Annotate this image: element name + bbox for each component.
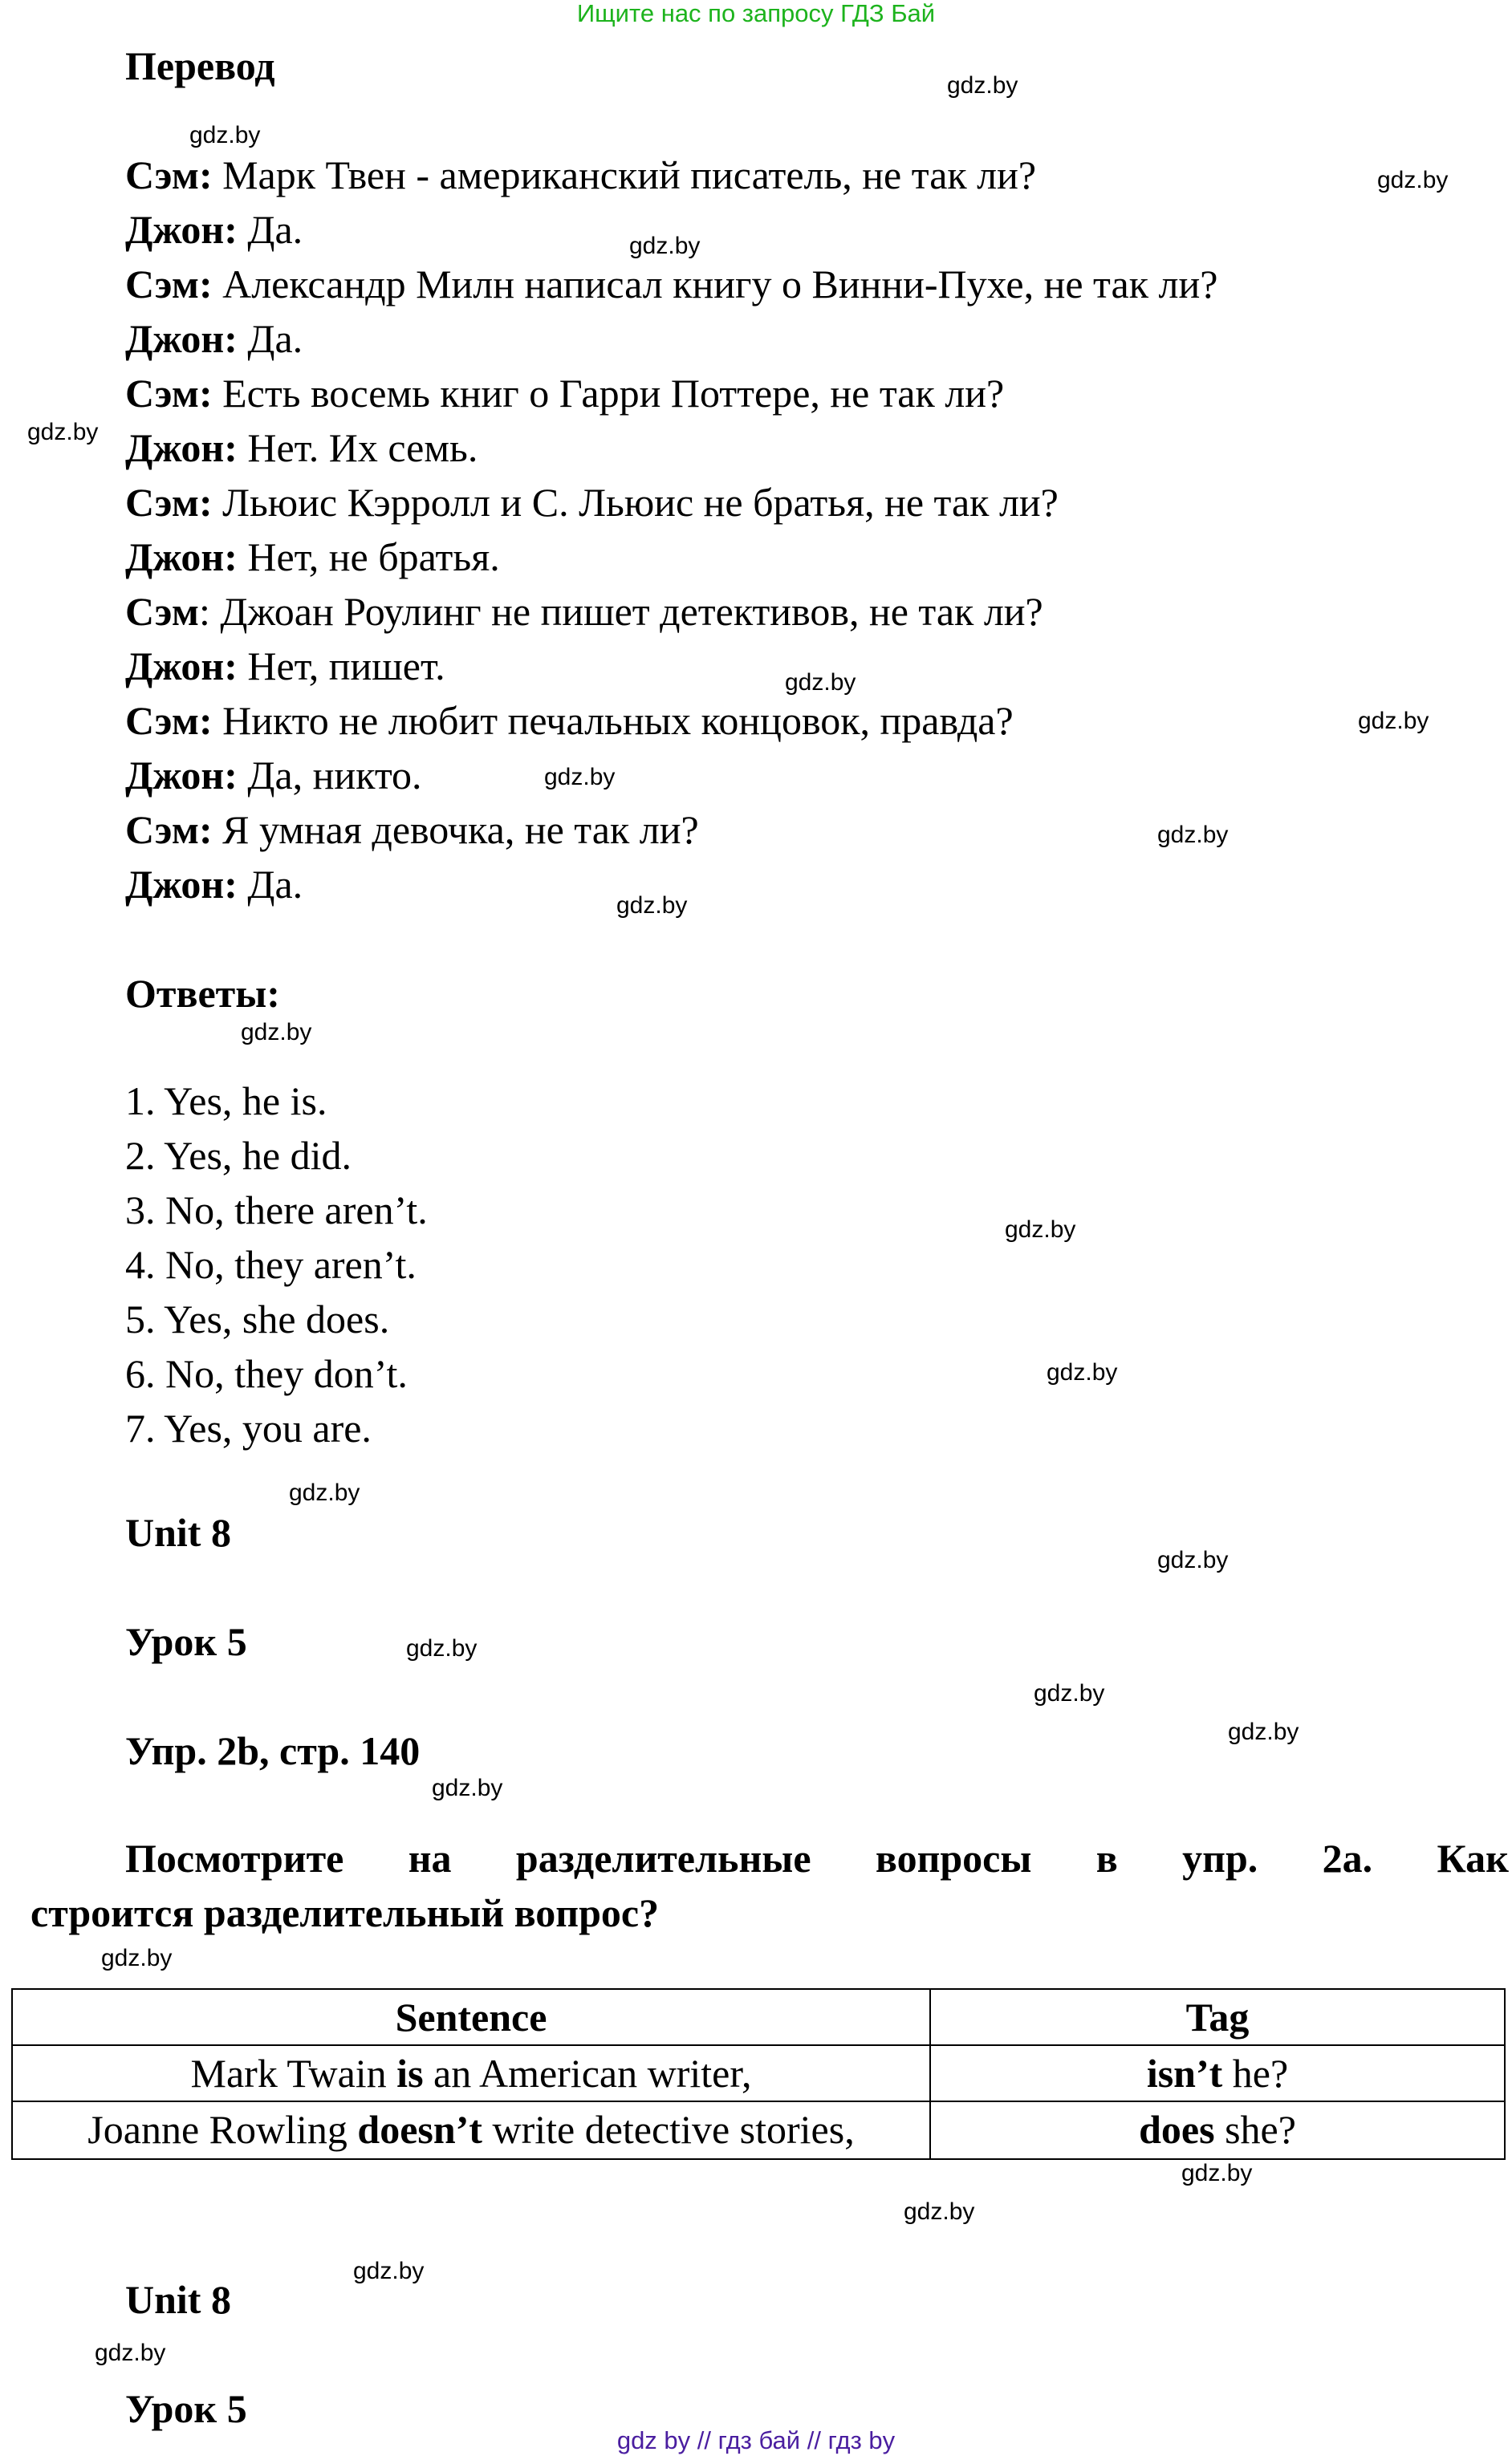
speaker: Сэм: [125, 480, 213, 525]
answer-item: 7. Yes, you are. [125, 1406, 372, 1451]
line-text: Да. [247, 207, 303, 252]
speaker: Джон: [125, 425, 238, 470]
watermark: gdz.by [1181, 2160, 1253, 2186]
watermark: gdz.by [189, 122, 261, 148]
sentence-cell [12, 2045, 930, 2101]
unit-heading-2: Unit 8 [125, 2277, 231, 2322]
watermark: gdz.by [353, 2258, 425, 2284]
tag-verb: does [1139, 2107, 1215, 2152]
tag-pronoun: she? [1214, 2107, 1296, 2152]
translation-heading: Перевод [125, 43, 275, 88]
watermark: gdz.by [785, 669, 856, 696]
line-text: Я умная девочка, не так ли? [222, 807, 699, 852]
dialog-line [125, 806, 699, 854]
watermark: gdz.by [616, 892, 688, 919]
watermark: gdz.by [629, 233, 701, 259]
speaker: Джон: [125, 643, 238, 688]
watermark: gdz.by [1005, 1216, 1076, 1243]
speaker: Сэм [125, 589, 199, 634]
answers-heading: Ответы: [125, 971, 280, 1016]
sentence-cell [12, 2101, 930, 2159]
lesson-heading: Урок 5 [125, 1619, 247, 1664]
tag-question-table [11, 1988, 1506, 2160]
tag-verb: isn’t [1146, 2051, 1223, 2096]
dialog-line [125, 369, 1004, 417]
speaker: Джон: [125, 207, 238, 252]
watermark: gdz.by [95, 2340, 166, 2366]
watermark: gdz.by [1034, 1680, 1105, 1707]
line-text: Льюис Кэрролл и С. Льюис не братья, не так ли? [222, 480, 1059, 525]
answer-item: 1. Yes, he is. [125, 1078, 327, 1123]
speaker: Сэм: [125, 371, 213, 416]
footer-link[interactable]: гдз by [827, 2426, 896, 2454]
line-text: Да. [247, 316, 303, 361]
watermark: gdz.by [432, 1775, 503, 1801]
line-text: Да, никто. [247, 753, 422, 798]
watermark: gdz.by [241, 1019, 312, 1045]
header-sentence: Sentence [12, 1989, 930, 2045]
line-text: Нет, пишет. [247, 643, 445, 688]
dialog-line [125, 587, 1043, 635]
footer-links [0, 2426, 1512, 2455]
task-word: разделительные [515, 1836, 811, 1881]
table-header-row [12, 1989, 1505, 2045]
dialog-line [125, 478, 1059, 526]
dialog-line [125, 424, 478, 472]
watermark: gdz.by [101, 1945, 173, 1971]
line-text: Александр Милн написал книгу о Винни-Пухе, не так ли? [222, 262, 1218, 306]
speaker: Сэм: [125, 807, 213, 852]
dialog-line [125, 642, 445, 690]
dialog-line [125, 696, 1014, 745]
task-word: упр. [1182, 1836, 1258, 1881]
watermark: gdz.by [1358, 708, 1429, 734]
lesson-heading-2: Урок 5 [125, 2386, 247, 2431]
sentence-part: Mark Twain [190, 2051, 397, 2096]
table-row [12, 2045, 1505, 2101]
tag-cell [930, 2045, 1505, 2101]
watermark: gdz.by [947, 72, 1018, 99]
watermark: gdz.by [1377, 167, 1449, 193]
line-text: Никто не любит печальных концовок, правда? [222, 698, 1014, 743]
task-line-2: строится разделительный вопрос? [30, 1890, 660, 1935]
speaker: Сэм: [125, 698, 213, 743]
sentence-part: an American writer, [423, 2051, 752, 2096]
dialog-line [125, 533, 500, 581]
speaker: Сэм: [125, 262, 213, 306]
line-text: Марк Твен - американский писатель, не так ли? [222, 152, 1037, 197]
sentence-verb: doesn’t [357, 2107, 482, 2152]
speaker: Джон: [125, 534, 238, 579]
task-text [30, 1831, 1509, 1940]
speaker: Джон: [125, 862, 238, 907]
footer-separator: // [697, 2426, 712, 2454]
tag-cell [930, 2101, 1505, 2159]
header-tag: Tag [930, 1989, 1505, 2045]
watermark: gdz.by [1228, 1719, 1299, 1745]
sentence-part: Joanne Rowling [87, 2107, 358, 2152]
unit-heading: Unit 8 [125, 1510, 231, 1555]
task-word: 2a. [1322, 1836, 1373, 1881]
tag-pronoun: he? [1222, 2051, 1289, 2096]
line-text: Да. [247, 862, 303, 907]
footer-separator: // [807, 2426, 821, 2454]
dialog-line [125, 205, 303, 254]
task-word: вопросы [875, 1836, 1032, 1881]
watermark: gdz.by [1157, 822, 1229, 848]
watermark: gdz.by [544, 764, 616, 790]
answer-item: 4. No, they aren’t. [125, 1242, 417, 1287]
dialog-line [125, 151, 1036, 199]
watermark: gdz.by [289, 1480, 360, 1506]
table-row [12, 2101, 1505, 2159]
footer-link[interactable]: гдз бай [717, 2426, 801, 2454]
dialog-line [125, 751, 422, 799]
watermark: gdz.by [1157, 1547, 1229, 1573]
sentence-verb: is [396, 2051, 424, 2096]
watermark: gdz.by [1047, 1359, 1118, 1386]
answer-item: 2. Yes, he did. [125, 1133, 352, 1178]
line-text: Есть восемь книг о Гарри Поттере, не так ли? [222, 371, 1005, 416]
answer-item: 6. No, they don’t. [125, 1351, 408, 1396]
answer-item: 5. Yes, she does. [125, 1297, 390, 1342]
top-banner[interactable]: Ищите нас по запросу ГДЗ Бай [576, 0, 936, 27]
exercise-heading: Упр. 2b, стр. 140 [125, 1728, 421, 1773]
watermark: gdz.by [406, 1635, 478, 1662]
watermark: gdz.by [904, 2198, 975, 2225]
answer-item: 3. No, there aren’t. [125, 1187, 428, 1232]
speaker: Джон: [125, 316, 238, 361]
line-text: : Джоан Роулинг не пишет детективов, не так ли? [198, 589, 1043, 634]
dialog-line [125, 260, 1217, 308]
line-text: Нет, не братья. [247, 534, 500, 579]
dialog-line [125, 860, 303, 908]
dialog-line [125, 315, 303, 363]
task-word: Как [1437, 1836, 1509, 1881]
footer-link[interactable]: gdz by [616, 2426, 691, 2454]
task-word: на [408, 1836, 452, 1881]
task-line-1 [30, 1831, 1509, 1886]
watermark: gdz.by [27, 419, 99, 445]
task-word: Посмотрите [125, 1836, 344, 1881]
speaker: Сэм: [125, 152, 213, 197]
sentence-part: write detective stories, [482, 2107, 855, 2152]
speaker: Джон: [125, 753, 238, 798]
line-text: Нет. Их семь. [247, 425, 478, 470]
task-word: в [1095, 1836, 1118, 1881]
